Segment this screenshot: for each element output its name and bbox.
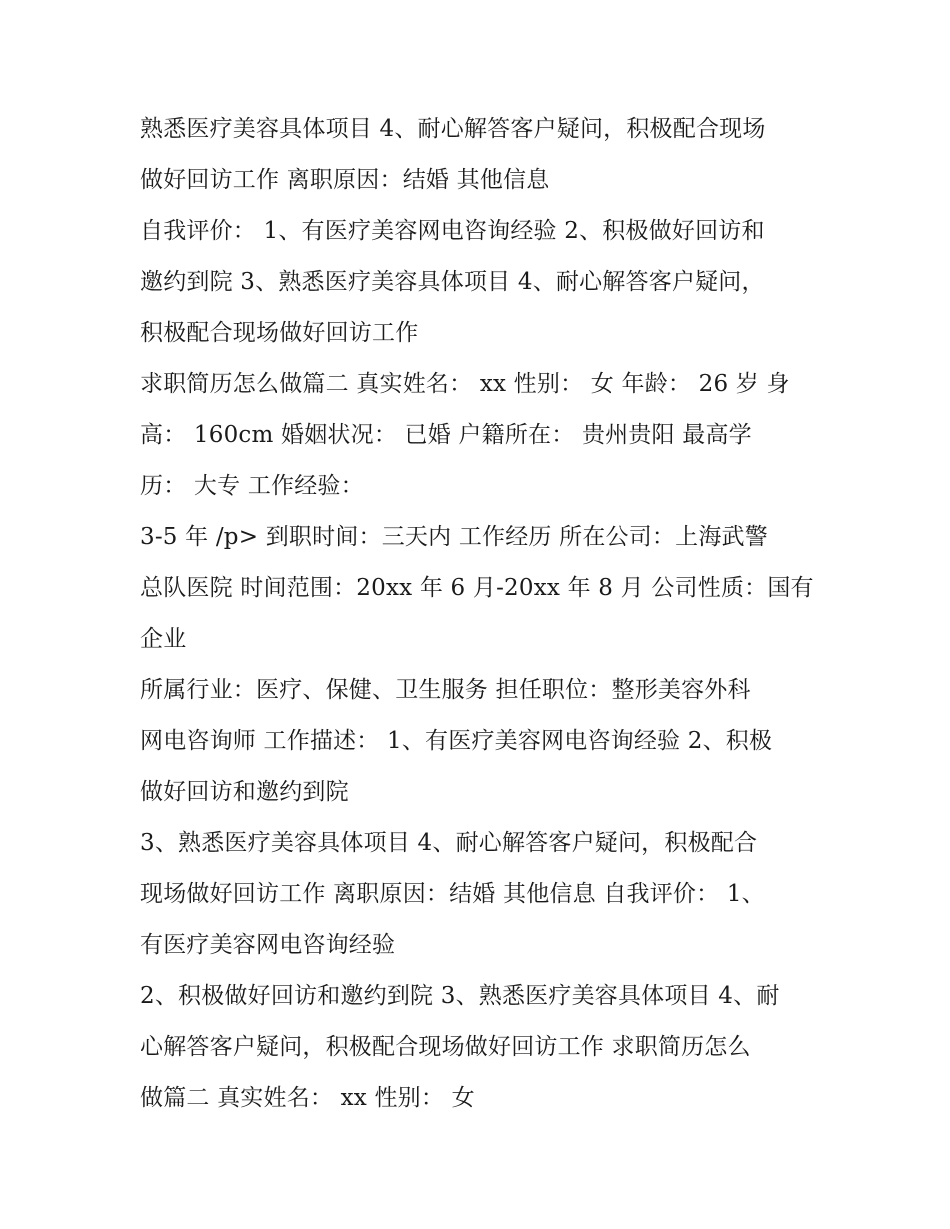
document-text-body — [140, 104, 820, 1124]
text-line: 网电咨询师 工作描述： 1、有医疗美容网电咨询经验 2、积极 — [140, 728, 773, 754]
text-line: 历： 大专 工作经验： — [140, 473, 364, 499]
text-line: 做好回访和邀约到院 — [140, 779, 349, 805]
text-line: 现场做好回访工作 离职原因：结婚 其他信息 自我评价： 1、 — [140, 881, 765, 907]
text-line: 企业 — [140, 626, 187, 652]
text-line: 有医疗美容网电咨询经验 — [140, 932, 396, 958]
text-line: 做篇二 真实姓名： xx 性别： 女 — [140, 1085, 475, 1111]
text-line: 3-5 年 /p> 到职时间：三天内 工作经历 所在公司：上海武警 — [140, 524, 768, 550]
text-line: 熟悉医疗美容具体项目 4、耐心解答客户疑问，积极配合现场 — [140, 116, 766, 142]
text-line: 总队医院 时间范围：20xx 年 6 月-20xx 年 8 月 公司性质：国有 — [140, 575, 814, 601]
text-line: 求职简历怎么做篇二 真实姓名： xx 性别： 女 年龄： 26 岁 身 — [140, 371, 790, 397]
text-line: 所属行业：医疗、保健、卫生服务 担任职位：整形美容外科 — [140, 677, 751, 703]
text-line: 高： 160cm 婚姻状况： 已婚 户籍所在： 贵州贵阳 最高学 — [140, 422, 752, 448]
text-line: 自我评价： 1、有医疗美容网电咨询经验 2、积极做好回访和 — [140, 218, 765, 244]
text-line: 2、积极做好回访和邀约到院 3、熟悉医疗美容具体项目 4、耐 — [140, 983, 780, 1009]
text-line: 心解答客户疑问，积极配合现场做好回访工作 求职简历怎么 — [140, 1034, 751, 1060]
text-line: 积极配合现场做好回访工作 — [140, 320, 419, 346]
text-line: 3、熟悉医疗美容具体项目 4、耐心解答客户疑问，积极配合 — [140, 830, 758, 856]
text-line: 邀约到院 3、熟悉医疗美容具体项目 4、耐心解答客户疑问， — [140, 269, 765, 295]
text-line: 做好回访工作 离职原因：结婚 其他信息 — [140, 167, 550, 193]
